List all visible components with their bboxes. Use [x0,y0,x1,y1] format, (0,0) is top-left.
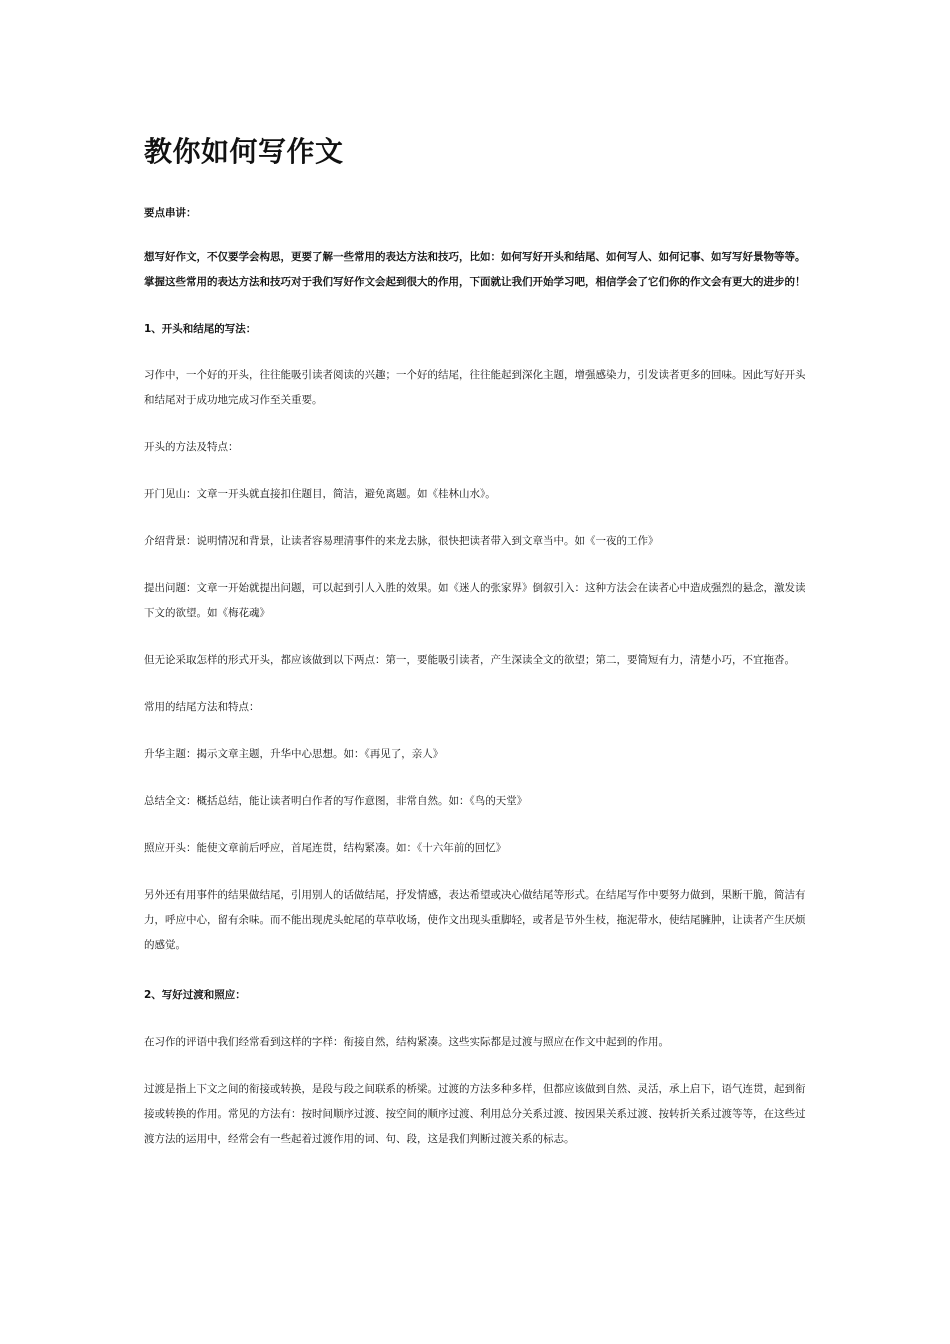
section-1-paragraph-1: 习作中，一个好的开头，往往能吸引读者阅读的兴趣；一个好的结尾，往往能起到深化主题，增强感染力，引发读者更多的回味。因此写好开头和结尾对于成功地完成习作至关重要。 [144,369,806,406]
intro-paragraph: 想写好作文，不仅要学会构思，更要了解一些常用的表达方法和技巧，比如：如何写好开头和结尾、如何写人、如何记事、如写写好景物等等。掌握这些常用的表达方法和技巧对于我们写好作文会起到很大的作用，下面就让我们开始学习吧，相信学会了它们你的作文会有更大的进步的！ [144,251,806,288]
section-1-heading: 1、开头和结尾的写法： [144,323,257,335]
section-1-paragraph-2: 开头的方法及特点： [144,441,239,453]
section-1-paragraph-4: 介绍背景：说明情况和背景，让读者容易理清事件的来龙去脉，很快把读者带入到文章当中。如《一夜的工作》 [144,535,659,547]
section-1-paragraph-7: 常用的结尾方法和特点： [144,701,260,713]
section-1-paragraph-3: 开门见山：文章一开头就直接扣住题目，简洁，避免离题。如《桂林山水》。 [144,488,496,500]
section-2-heading: 2、写好过渡和照应： [144,989,246,1001]
section-1-paragraph-10: 照应开头：能使文章前后呼应，首尾连贯，结构紧凑。如：《十六年前的回忆》 [144,842,507,854]
section-1-paragraph-11: 另外还有用事件的结果做结尾，引用别人的话做结尾，抒发情感，表达希望或决心做结尾等形式。在结尾写作中要努力做到，果断干脆，简洁有力，呼应中心，留有余味。而不能出现虎头蛇尾的草草收场，使作文出现头重脚轻，或者是节外生枝，拖泥带水，使结尾臃肿，让读者产生厌烦的感觉。 [144,889,806,951]
section-1-paragraph-8: 升华主题：揭示文章主题，升华中心思想。如：《再见了，亲人》 [144,748,444,760]
section-2-paragraph-2: 过渡是指上下文之间的衔接或转换，是段与段之间联系的桥梁。过渡的方法多种多样，但都应该做到自然、灵活，承上启下，语气连贯，起到衔接或转换的作用。常见的方法有：按时间顺序过渡、按空间的顺序过渡、利用总分关系过渡、按因果关系过渡、按转折关系过渡等等，在这些过渡方法的运用中，经常会有一些起着过渡作用的词、句、段，这是我们判断过渡关系的标志。 [144,1083,806,1145]
document-title: 教你如何写作文 [144,135,344,168]
document-page [144,132,812,1152]
section-1-paragraph-6: 但无论采取怎样的形式开头，都应该做到以下两点：第一，要能吸引读者，产生深读全文的欲望；第二，要简短有力，清楚小巧，不宜拖沓。 [144,654,795,666]
key-points-heading: 要点串讲： [144,207,197,219]
section-1-paragraph-5: 提出问题：文章一开始就提出问题，可以起到引人入胜的效果。如《迷人的张家界》倒叙引入：这种方法会在读者心中造成强烈的悬念，激发读下文的欲望。如《梅花魂》 [144,582,806,619]
section-1-paragraph-9: 总结全文：概括总结，能让读者明白作者的写作意图，非常自然。如：《鸟的天堂》 [144,795,528,807]
section-2-paragraph-1: 在习作的评语中我们经常看到这样的字样：衔接自然，结构紧凑。这些实际都是过渡与照应在作文中起到的作用。 [144,1036,669,1048]
